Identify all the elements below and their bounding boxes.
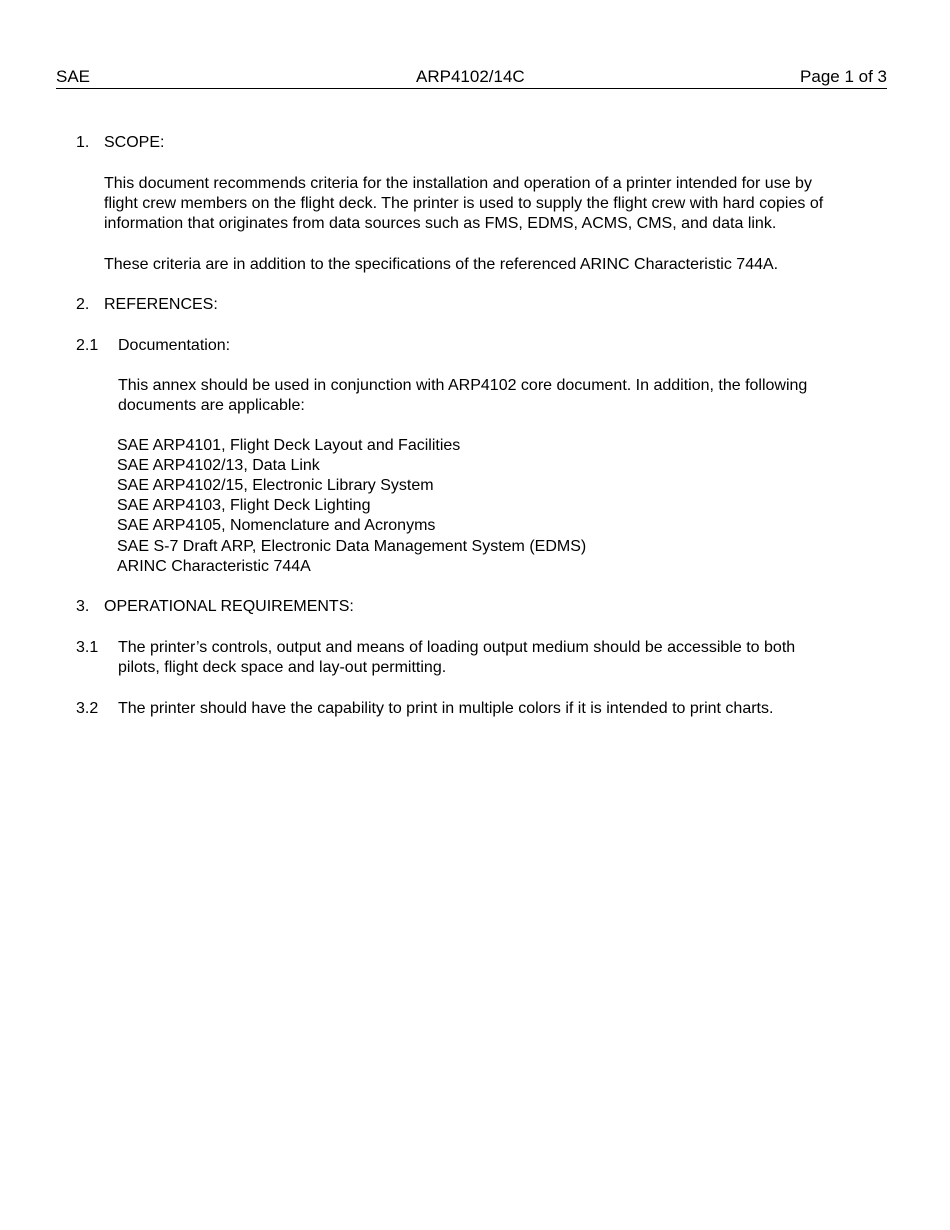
requirement-line: The printer’s controls, output and means of loading output medium should be accessible to both [118,639,796,656]
section-title: OPERATIONAL REQUIREMENTS: [104,598,354,615]
page-header [56,67,887,89]
reference-item: SAE ARP4102/15, Electronic Library System [117,477,434,494]
requirement-line: pilots, flight deck space and lay-out permitting. [118,659,447,676]
reference-item: SAE S-7 Draft ARP, Electronic Data Management System (EDMS) [117,538,587,555]
header-org: SAE [56,67,91,86]
section-number: 3.1 [76,639,99,656]
section-title: REFERENCES: [104,296,218,313]
section-number: 1. [76,134,90,151]
reference-item: ARINC Characteristic 744A [117,558,311,575]
scope-paragraph-line: This document recommends criteria for the installation and operation of a printer intended for use by [104,175,812,192]
section-number: 3. [76,598,90,615]
reference-item: SAE ARP4101, Flight Deck Layout and Facilities [117,437,461,454]
header-page-number: Page 1 of 3 [800,67,887,86]
documentation-paragraph-line: documents are applicable: [118,397,305,414]
scope-paragraph-line: information that originates from data sources such as FMS, EDMS, ACMS, CMS, and data link. [104,215,777,232]
reference-item: SAE ARP4103, Flight Deck Lighting [117,497,371,514]
header-doc-id: ARP4102/14C [416,67,525,86]
section-number: 2. [76,296,90,313]
scope-paragraph-line: flight crew members on the flight deck. The printer is used to supply the flight crew with hard copies of [104,195,824,212]
section-number: 3.2 [76,700,99,717]
scope-paragraph-2: These criteria are in addition to the specifications of the referenced ARINC Characteristic 744A. [104,256,779,273]
section-title: SCOPE: [104,134,165,151]
reference-item: SAE ARP4102/13, Data Link [117,457,320,474]
documentation-paragraph-line: This annex should be used in conjunction with ARP4102 core document. In addition, the following [118,377,808,394]
section-title: Documentation: [118,337,231,354]
reference-item: SAE ARP4105, Nomenclature and Acronyms [117,517,436,534]
section-number: 2.1 [76,337,99,354]
requirement-line: The printer should have the capability to print in multiple colors if it is intended to print charts. [118,700,774,717]
